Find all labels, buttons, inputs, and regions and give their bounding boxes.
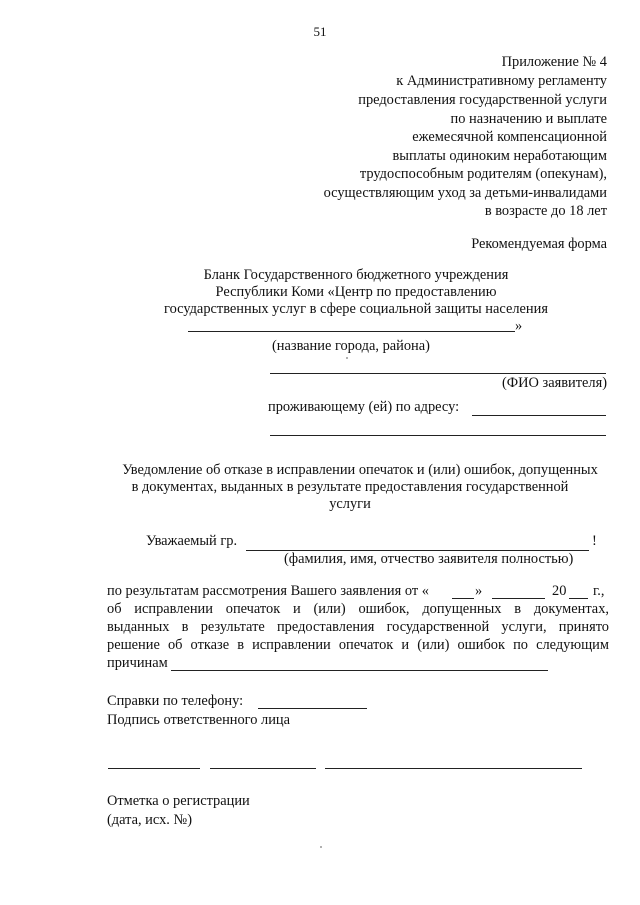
month-blank-line — [492, 598, 545, 599]
body-line: » — [475, 583, 483, 599]
body-line: решение об отказе в исправлении опечаток и (или) ошибок по следующим — [107, 637, 609, 653]
body-line: об исправлении опечаток и (или) ошибок, допущенных в документах, — [107, 601, 609, 617]
recommended-form-label: Рекомендуемая форма — [471, 236, 607, 252]
day-blank-line — [452, 598, 474, 599]
registration-label: Отметка о регистрации — [107, 793, 250, 809]
appendix-line: Приложение № 4 — [501, 54, 607, 70]
address-label: проживающему (ей) по адресу: — [268, 399, 460, 415]
body-line: выданных в результате предоставления государственной услуги, принято — [107, 619, 609, 635]
scan-speck — [320, 846, 322, 848]
signature-label: Подпись ответственного лица — [107, 712, 290, 728]
page-number: 51 — [313, 24, 327, 39]
name-blank-line — [325, 768, 582, 769]
year-prefix: 20 — [552, 583, 567, 599]
appendix-line: осуществляющим уход за детьми-инвалидами — [323, 185, 607, 201]
address-blank-line — [472, 415, 606, 416]
body-line: г., — [593, 583, 605, 599]
registration-details: (дата, исх. №) — [107, 812, 192, 828]
closing-quote: » — [515, 318, 523, 334]
signature-blank-line — [210, 768, 316, 769]
notice-title-line: Уведомление об отказе в исправлении опечаток и (или) ошибок, допущенных — [122, 462, 598, 478]
appendix-line: по назначению и выплате — [450, 111, 607, 127]
city-caption: (название города, района) — [272, 338, 430, 354]
appendix-line: ежемесячной компенсационной — [412, 129, 607, 145]
position-blank-line — [108, 768, 200, 769]
salutation-label: Уважаемый гр. — [146, 533, 238, 549]
salutation-exclamation: ! — [592, 533, 597, 549]
appendix-line: трудоспособным родителям (опекунам), — [359, 166, 607, 182]
institution-line: Бланк Государственного бюджетного учреждения — [203, 267, 509, 283]
appendix-line: к Административному регламенту — [396, 73, 607, 89]
appendix-line: в возрасте до 18 лет — [484, 203, 607, 219]
institution-line: государственных услуг в сфере социальной защиты населения — [164, 301, 548, 317]
address-blank-line-2 — [270, 435, 606, 436]
phone-blank-line — [258, 708, 367, 709]
appendix-line: предоставления государственной услуги — [358, 92, 607, 108]
city-blank-line — [188, 331, 515, 332]
notice-title-line: услуги — [329, 496, 371, 512]
fio-caption: (ФИО заявителя) — [502, 375, 607, 391]
institution-line: Республики Коми «Центр по предоставлению — [215, 284, 497, 300]
scan-speck — [346, 357, 348, 359]
notice-title-line: в документах, выданных в результате предоставления государственной — [131, 479, 569, 495]
body-line: по результатам рассмотрения Вашего заявления от « — [107, 583, 429, 599]
salutation-caption: (фамилия, имя, отчество заявителя полностью) — [284, 551, 574, 567]
year-blank-line — [569, 598, 588, 599]
fio-blank-line — [270, 373, 606, 374]
body-line: причинам — [107, 655, 168, 671]
appendix-line: выплаты одиноким неработающим — [392, 148, 607, 164]
reasons-blank-line — [171, 670, 548, 671]
phone-label: Справки по телефону: — [107, 693, 244, 709]
